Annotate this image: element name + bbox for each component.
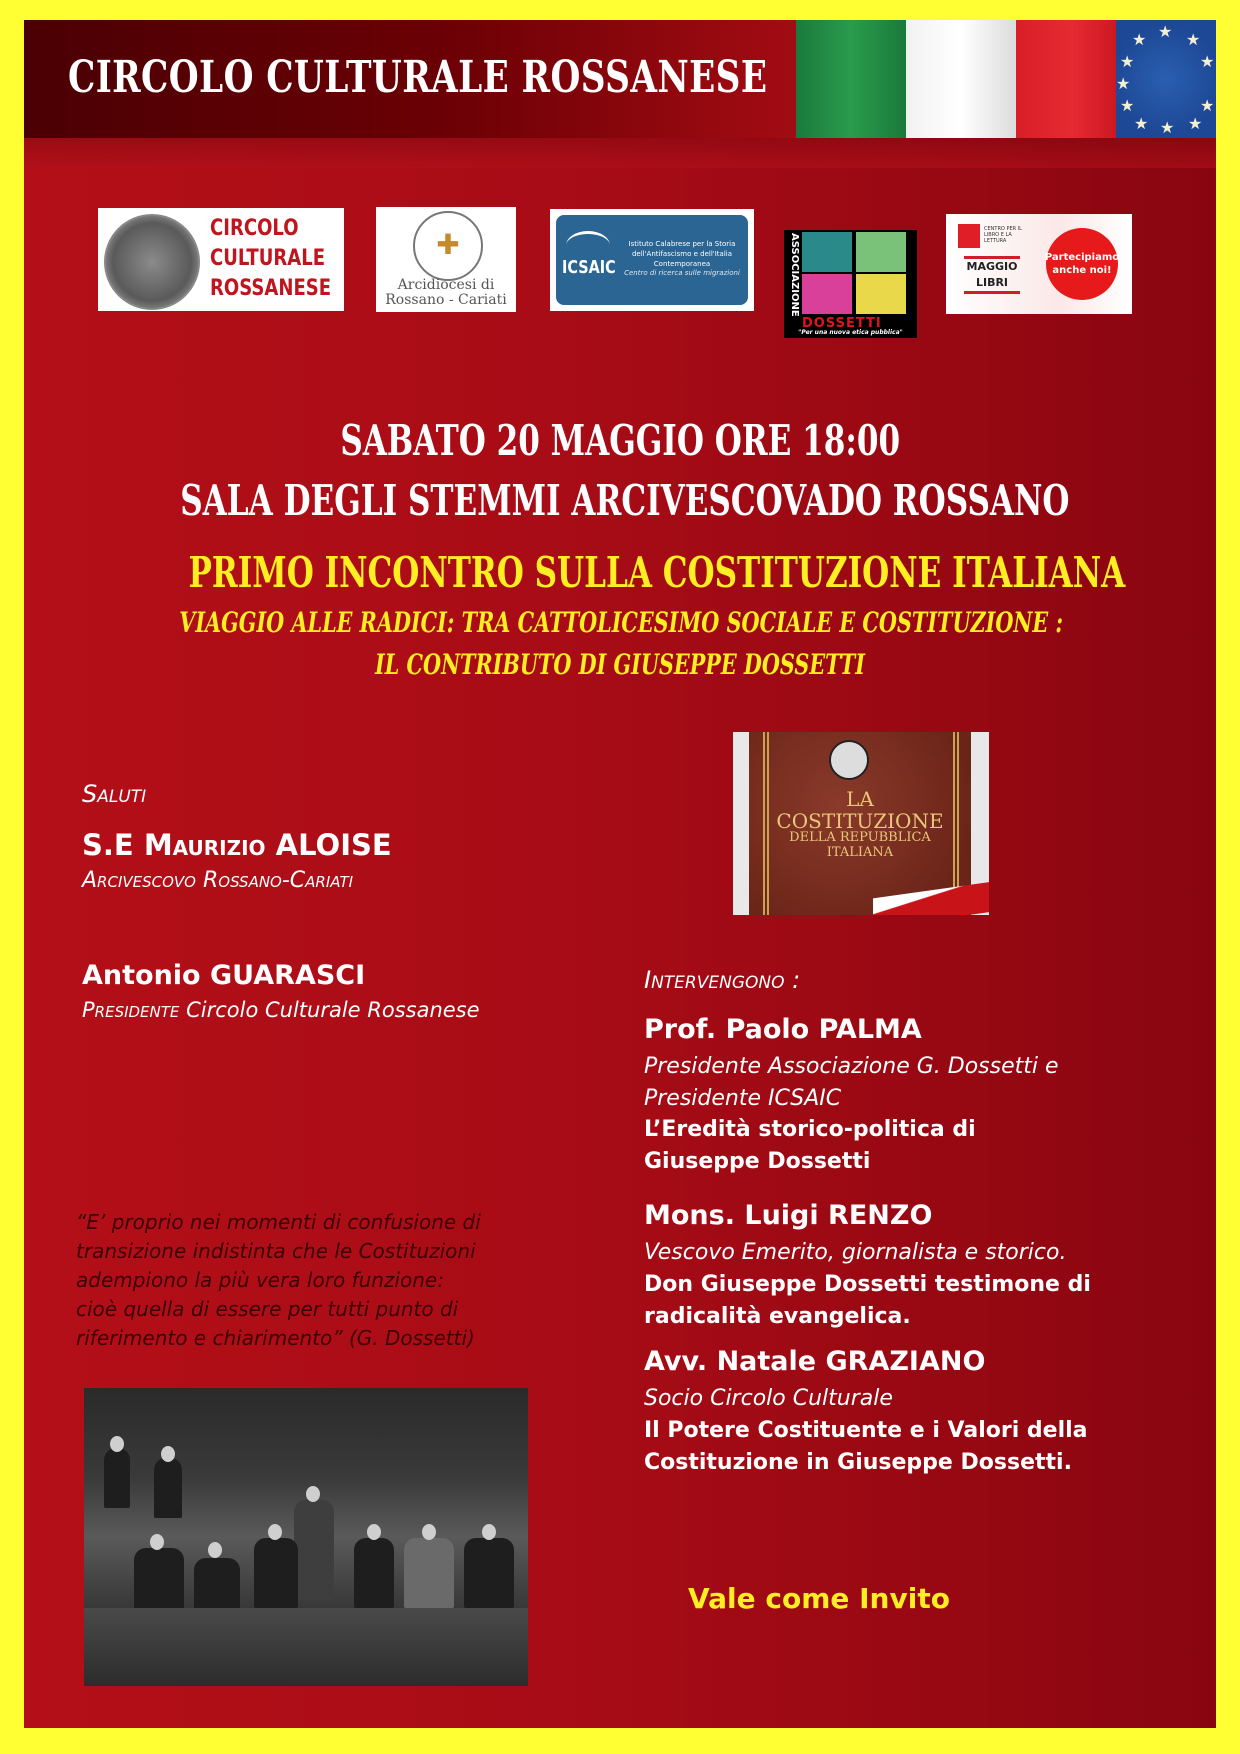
republic-emblem-icon <box>829 740 869 780</box>
circolo-logo-text <box>210 214 331 304</box>
book-subtitle <box>749 830 971 860</box>
circolo-logo-line: CULTURALE <box>210 246 326 271</box>
centro-libro-text: CENTRO PER IL LIBRO E LA LETTURA <box>984 226 1022 244</box>
quote-line: cioè quella di essere per tutti punto di <box>76 1297 459 1321</box>
photo-desk <box>84 1608 528 1686</box>
dossetti-brand: DOSSETTI <box>802 316 882 331</box>
book-icon <box>958 224 980 248</box>
event-subtitle-line: VIAGGIO ALLE RADICI: TRA CATTOLICESIMO SOCIALE E COSTITUZIONE : <box>179 606 1063 639</box>
photo-head <box>268 1524 282 1540</box>
star-icon: ★ <box>1186 30 1201 49</box>
star-icon: ★ <box>1120 96 1135 115</box>
star-icon: ★ <box>1132 30 1147 49</box>
icsaic-abbr: ICSAIC <box>562 257 616 278</box>
event-title <box>24 548 1216 597</box>
event-place <box>24 476 1216 525</box>
circolo-logo-line: ROSSANESE <box>210 276 332 301</box>
quote-line: transizione indistinta che le Costituzioni <box>76 1239 476 1263</box>
event-date <box>24 416 1216 465</box>
quote-line: “E’ proprio nei momenti di confusione di <box>76 1210 481 1234</box>
photo-head <box>110 1436 124 1452</box>
portrait-tile <box>856 232 906 272</box>
star-icon: ★ <box>1116 74 1131 93</box>
logo-arcidiocesi <box>376 207 516 312</box>
photo-head <box>208 1542 222 1558</box>
star-icon: ★ <box>1120 52 1135 71</box>
cross-icon: ✚ <box>436 228 460 261</box>
photo-figure <box>254 1538 298 1608</box>
circolo-seal-icon <box>104 214 200 310</box>
greeting-person-name <box>82 828 392 862</box>
arcidiocesi-line: Rossano - Cariati <box>385 292 507 308</box>
book-title-line: LA <box>846 787 874 811</box>
flag-green-stripe <box>796 20 906 138</box>
speaker-topic: Il Potere Costituente e i Valori della <box>644 1418 1088 1443</box>
libri-line: LIBRI <box>975 276 1009 289</box>
name-prefix: S.E <box>82 828 144 862</box>
icsaic-subtitle: Centro di ricerca sulle migrazioni <box>624 269 740 277</box>
icsaic-wave-icon <box>566 231 610 260</box>
italian-flag-icon <box>796 20 1126 138</box>
speaker-role: Presidente ICSAIC <box>644 1086 842 1111</box>
speaker-role: Presidente Associazione G. Dossetti e <box>644 1054 1059 1079</box>
logo-associazione-dossetti <box>784 230 917 338</box>
quote-line: adempiono la più vera loro funzione: <box>76 1268 444 1292</box>
star-icon: ★ <box>1160 118 1175 137</box>
star-icon: ★ <box>1200 52 1215 71</box>
portrait-tile <box>802 274 852 314</box>
dossetti-motto: "Per una nuova etica pubblica" <box>798 329 903 336</box>
greetings-label: Saluti <box>82 780 147 808</box>
speaker-topic: Costituzione in Giuseppe Dossetti. <box>644 1450 1072 1475</box>
icsaic-description: Istituto Calabrese per la Storia dell'Antifascismo e dell'Italia Contemporanea <box>628 240 736 268</box>
star-icon: ★ <box>1158 22 1173 41</box>
photo-figure <box>464 1538 514 1608</box>
speakers-label-text: Intervengono <box>644 966 785 994</box>
speaker-role: Vescovo Emerito, giornalista e storico. <box>644 1240 1067 1265</box>
book-title-line: COSTITUZIONE <box>776 809 944 833</box>
header-title: CIRCOLO CULTURALE ROSSANESE <box>68 52 768 103</box>
photo-figure <box>354 1538 394 1608</box>
photo-head <box>150 1534 164 1550</box>
arcidiocesi-emblem-icon <box>413 211 483 281</box>
event-subtitle <box>24 648 1216 681</box>
photo-figure <box>154 1458 182 1518</box>
event-title-text: PRIMO INCONTRO SULLA COSTITUZIONE ITALIANA <box>188 548 1126 597</box>
logo-circolo-culturale <box>98 208 344 311</box>
photo-head <box>306 1486 320 1502</box>
logo-maggio-dei-libri <box>946 214 1132 314</box>
speaker-role: Socio Circolo Culturale <box>644 1386 893 1411</box>
star-icon: ★ <box>1188 114 1203 133</box>
costituzione-book-image <box>733 732 989 915</box>
photo-head <box>422 1524 436 1540</box>
name-first: Maurizio <box>143 828 266 862</box>
header-band <box>24 20 1216 138</box>
partecipiamo-badge <box>1046 228 1118 300</box>
arcidiocesi-line: Arcidiocesi di <box>397 277 495 293</box>
book-subtitle-line: ITALIANA <box>826 845 894 860</box>
star-icon: ★ <box>1200 96 1215 115</box>
constituent-assembly-photo <box>84 1388 528 1686</box>
photo-figure <box>104 1448 130 1508</box>
photo-figure <box>294 1500 334 1600</box>
badge-text: Partecipiamo anche noi! <box>1044 252 1120 276</box>
speaker-name: Prof. Paolo PALMA <box>644 1014 922 1045</box>
event-subtitle-line: IL CONTRIBUTO DI GIUSEPPE DOSSETTI <box>375 648 865 681</box>
role-prefix: Presidente <box>82 998 180 1022</box>
logo-icsaic <box>550 209 754 311</box>
quote-line: riferimento e chiarimento” (G. Dossetti) <box>76 1326 475 1350</box>
speaker-topic: L’Eredità storico-politica di <box>644 1117 976 1142</box>
circolo-logo-line: CIRCOLO <box>210 216 299 241</box>
header-shadow <box>24 138 1216 168</box>
event-date-text: SABATO 20 MAGGIO ORE 18:00 <box>340 416 900 465</box>
book-title <box>749 788 971 832</box>
event-subtitle <box>24 606 1216 639</box>
photo-figure <box>404 1538 454 1608</box>
speaker-name: Avv. Natale GRAZIANO <box>644 1346 986 1377</box>
speaker-topic: Don Giuseppe Dossetti testimone di <box>644 1272 1091 1297</box>
greeting-person-name: Antonio GUARASCI <box>82 960 366 991</box>
name-last: ALOISE <box>265 828 392 862</box>
greeting-person-role <box>82 998 480 1022</box>
eu-flag-icon <box>1116 20 1216 138</box>
flag-white-stripe <box>906 20 1016 138</box>
portrait-tile <box>802 232 852 272</box>
speakers-label <box>644 966 800 994</box>
star-icon: ★ <box>1134 114 1149 133</box>
portrait-tile <box>856 274 906 314</box>
dossetti-vertical-text: ASSOCIAZIONE <box>789 233 800 317</box>
event-place-text: SALA DEGLI STEMMI ARCIVESCOVADO ROSSANO <box>180 476 1070 525</box>
speaker-topic: Giuseppe Dossetti <box>644 1149 871 1174</box>
book-subtitle-line: DELLA REPUBBLICA <box>789 830 931 845</box>
poster-panel <box>24 20 1216 1728</box>
maggio-dei-libri-mark <box>964 256 1020 294</box>
role-rest: Circolo Culturale Rossanese <box>179 998 480 1022</box>
photo-head <box>482 1524 496 1540</box>
icsaic-panel <box>556 215 748 305</box>
photo-head <box>367 1524 381 1540</box>
speaker-topic: radicalità evangelica. <box>644 1304 911 1329</box>
speaker-name: Mons. Luigi RENZO <box>644 1200 933 1231</box>
greeting-person-role: Arcivescovo Rossano-Cariati <box>82 868 354 893</box>
arcidiocesi-logo-text <box>376 278 516 308</box>
flag-red-stripe <box>1016 20 1126 138</box>
invite-text: Vale come Invito <box>688 1582 950 1615</box>
maggio-line: MAGGIO <box>966 260 1018 273</box>
speakers-label-colon: : <box>784 966 801 994</box>
photo-head <box>161 1446 175 1462</box>
